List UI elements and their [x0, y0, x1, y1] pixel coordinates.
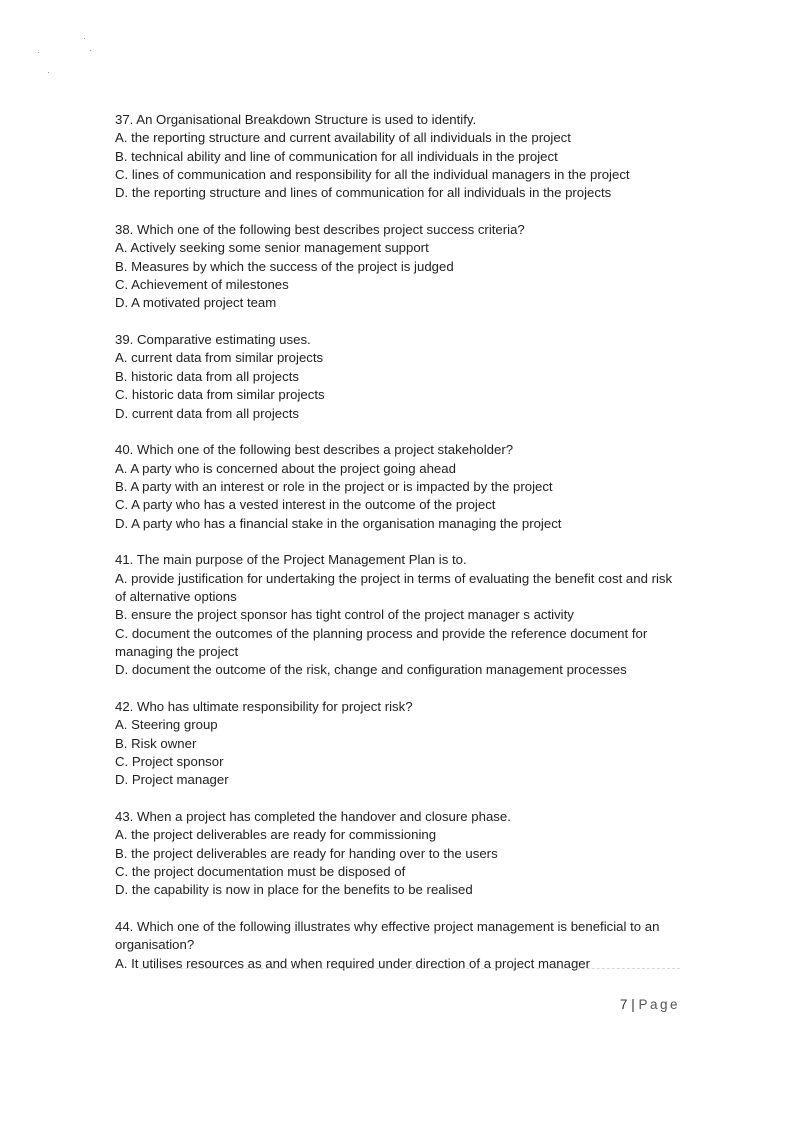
answer-option: C. A party who has a vested interest in the outcome of the project: [115, 497, 496, 513]
question-text: 43. When a project has completed the handover and closure phase.: [115, 809, 511, 825]
answer-option: A. It utilises resources as and when required under direction of a project manager: [115, 955, 591, 971]
question-text: 38. Which one of the following best describes project success criteria?: [115, 222, 525, 238]
answer-option: A. Actively seeking some senior management support: [115, 240, 429, 256]
question-block: [115, 441, 685, 533]
page-separator: |: [631, 997, 635, 1012]
scan-specks: [38, 38, 98, 78]
answer-option: A. provide justification for undertaking the project in terms of evaluating the benefit cost and risk of alternative options: [115, 570, 673, 604]
answer-option: D. document the outcome of the risk, change and configuration management processes: [115, 662, 627, 678]
answer-option: C. lines of communication and responsibility for all the individual managers in the project: [115, 167, 630, 183]
answer-option: A. current data from similar projects: [115, 350, 324, 366]
answer-option: D. the capability is now in place for the benefits to be realised: [115, 882, 473, 898]
question-text: 40. Which one of the following best describes a project stakeholder?: [115, 442, 514, 458]
question-text: 39. Comparative estimating uses.: [115, 332, 311, 348]
question-block: [115, 808, 685, 900]
answer-option: B. Measures by which the success of the project is judged: [115, 258, 454, 274]
page-footer: [620, 997, 680, 1012]
answer-option: B. historic data from all projects: [115, 368, 299, 384]
question-block: [115, 698, 685, 790]
footer-divider: [140, 968, 680, 969]
answer-option: B. ensure the project sponsor has tight control of the project manager s activity: [115, 607, 574, 623]
answer-option: D. Project manager: [115, 772, 229, 788]
answer-option: D. the reporting structure and lines of communication for all individuals in the projects: [115, 185, 612, 201]
answer-option: D. A party who has a financial stake in the organisation managing the project: [115, 515, 562, 531]
answer-option: B. the project deliverables are ready for handing over to the users: [115, 845, 498, 861]
answer-option: C. Project sponsor: [115, 754, 224, 770]
answer-option: D. current data from all projects: [115, 405, 299, 421]
question-text: 42. Who has ultimate responsibility for project risk?: [115, 699, 413, 714]
question-block: [115, 918, 685, 973]
answer-option: B. A party with an interest or role in the project or is impacted by the project: [115, 478, 553, 494]
question-text: 41. The main purpose of the Project Management Plan is to.: [115, 552, 467, 568]
page-number: 7: [619, 997, 628, 1012]
answer-option: B. Risk owner: [115, 735, 197, 751]
question-text: 44. Which one of the following illustrates why effective project management is beneficial to an organisation?: [115, 919, 660, 953]
answer-option: C. the project documentation must be disposed of: [115, 864, 406, 880]
question-block: [115, 221, 685, 313]
question-block: [115, 111, 685, 203]
answer-option: A. Steering group: [115, 717, 218, 733]
question-text: 37. An Organisational Breakdown Structure is used to identify.: [115, 112, 477, 127]
answer-option: B. technical ability and line of communication for all individuals in the project: [115, 148, 558, 164]
answer-option: D. A motivated project team: [115, 295, 277, 311]
question-list: [115, 111, 685, 992]
answer-option: C. document the outcomes of the planning process and provide the reference document for managing the project: [115, 625, 648, 659]
answer-option: C. historic data from similar projects: [115, 387, 325, 403]
answer-option: A. A party who is concerned about the project going ahead: [115, 460, 456, 476]
answer-option: C. Achievement of milestones: [115, 277, 289, 293]
answer-option: A. the reporting structure and current availability of all individuals in the project: [115, 130, 571, 146]
question-block: [115, 551, 685, 679]
question-block: [115, 331, 685, 423]
page-label: Page: [638, 997, 680, 1012]
answer-option: A. the project deliverables are ready for commissioning: [115, 827, 437, 843]
